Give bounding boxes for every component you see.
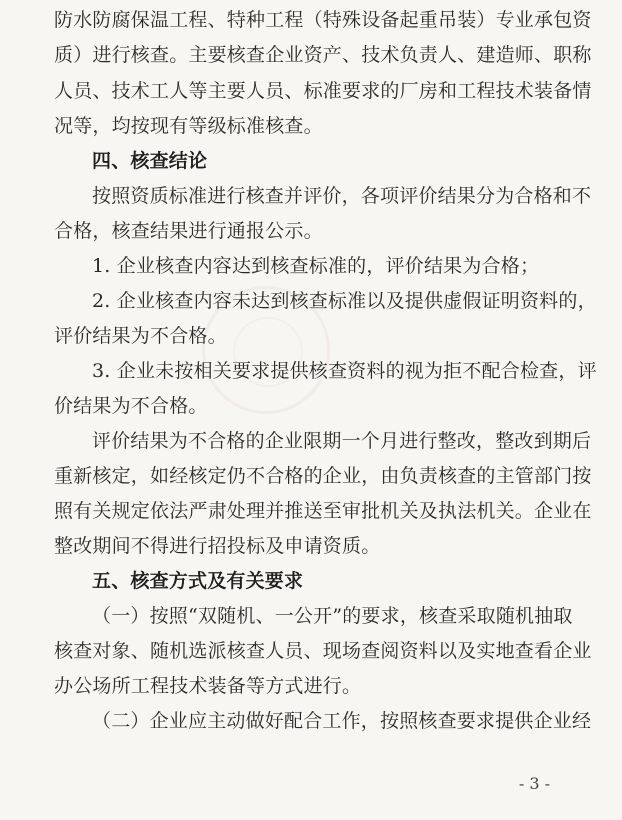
body-line: 评价结果为不合格。 <box>54 325 227 347</box>
body-line: 照有关规定依法严肃处理并推送至审批机关及执法机关。企业在 <box>54 500 592 522</box>
page-number: - 3 - <box>518 774 550 793</box>
body-line: 况等，均按现有等级标准核查。 <box>54 115 323 137</box>
body-line: 评价结果为不合格的企业限期一个月进行整改，整改到期后 <box>92 430 592 452</box>
body-line: 办公场所工程技术装备等方式进行。 <box>54 675 362 697</box>
body-line: （二）企业应主动做好配合工作，按照核查要求提供企业经 <box>92 710 592 732</box>
body-line: 核查对象、随机选派核查人员、现场查阅资料以及实地查看企业 <box>54 640 592 662</box>
body-line: 人员、技术工人等主要人员、标准要求的厂房和工程技术装备情 <box>54 80 592 102</box>
body-line: 重新核定，如经核定仍不合格的企业，由负责核查的主管部门按 <box>54 465 592 487</box>
body-line: 质）进行核查。主要核查企业资产、技术负责人、建造师、职称 <box>54 44 592 66</box>
body-line: 防水防腐保温工程、特种工程（特殊设备起重吊装）专业承包资 <box>54 9 592 31</box>
body-line: （一）按照“双随机、一公开”的要求，核查采取随机抽取 <box>92 605 573 627</box>
body-line: 整改期间不得进行招投标及申请资质。 <box>54 535 381 557</box>
list-item-1: 1. 企业核查内容达到核查标准的，评价结果为合格； <box>92 255 540 277</box>
section-heading-methods: 五、核查方式及有关要求 <box>92 570 304 592</box>
body-line: 按照资质标准进行核查并评价，各项评价结果分为合格和不 <box>92 185 592 207</box>
section-heading-conclusion: 四、核查结论 <box>92 150 208 172</box>
list-item-2: 2. 企业核查内容未达到核查标准以及提供虚假证明资料的， <box>92 290 597 312</box>
body-line: 合格，核查结果进行通报公示。 <box>54 220 323 242</box>
body-line: 价结果为不合格。 <box>54 395 208 417</box>
list-item-3: 3. 企业未按相关要求提供核查资料的视为拒不配合检查，评 <box>92 360 597 382</box>
